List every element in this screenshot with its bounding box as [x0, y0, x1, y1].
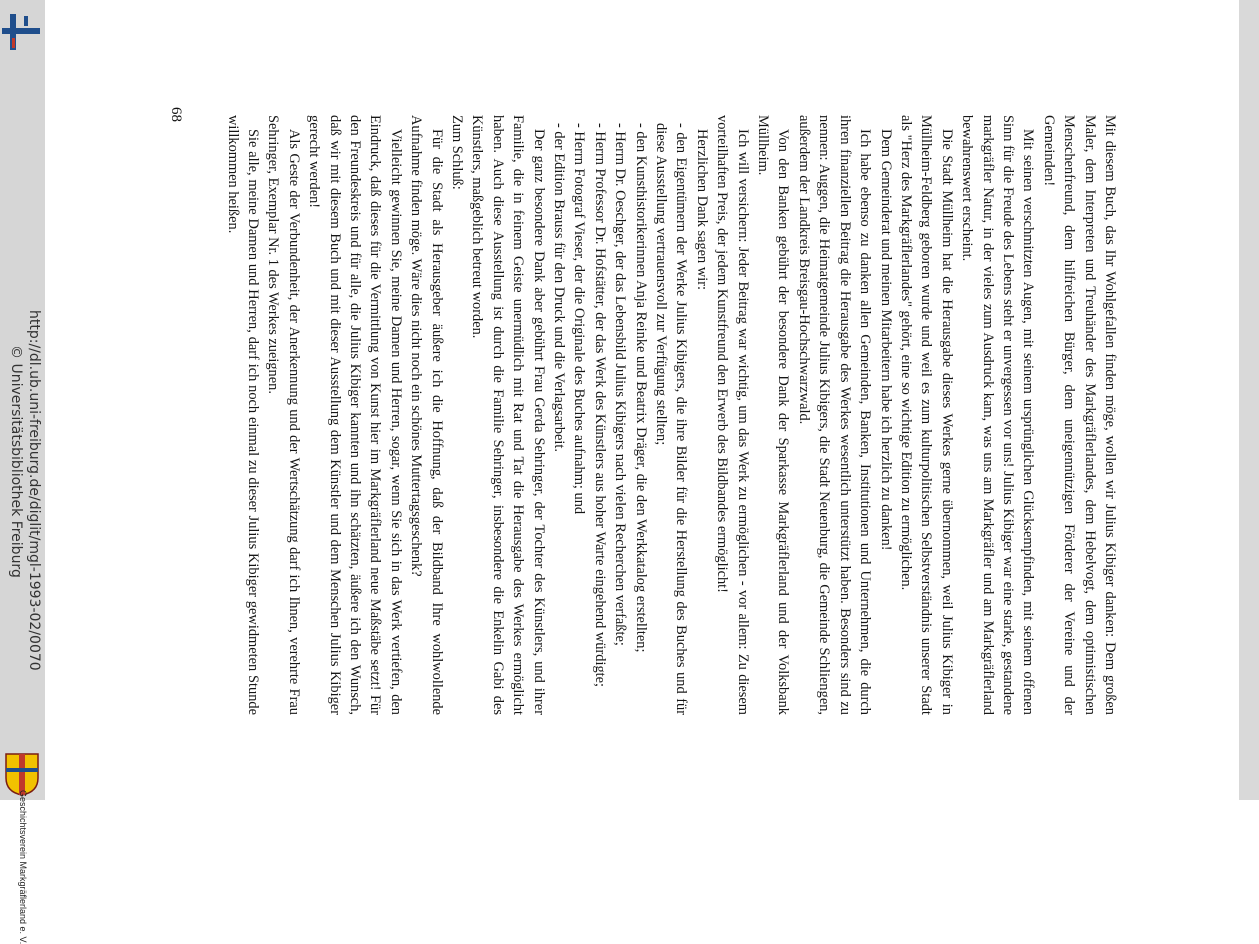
section-heading: Zum Schluß: — [449, 115, 465, 190]
crest-label: Geschichtsverein Markgräflerland e. V. — [18, 790, 28, 944]
body-paragraph: Von den Banken gebührt der besondere Dank der Sparkasse Markgräflerland und der Volksbank Müllheim. — [755, 115, 792, 715]
thanks-list-item: - der Edition Brauss für den Druck und die Verlagsarbeit. — [551, 123, 568, 453]
body-paragraph: Die Stadt Müllheim hat die Herausgabe dieses Werkes gerne übernommen, weil Julius Kibiger in Müllheim-Feldberg geboren wurde und weil es zum kulturpolitischen Selbstverständnis unserer Stadt als "Herz des Markgräflerlandes" gehört, eine so wichtige Edition zu ermöglichen. — [897, 115, 955, 715]
source-url-link[interactable]: http://dl.ub.uni-freiburg.de/diglit/mgl-1993-02/0070 — [26, 310, 42, 671]
thanks-list-item: - den Kunsthistorikerinnen Anja Reinke und Beatrix Dräger, die den Werkkatalog erstellten; — [632, 123, 649, 653]
body-paragraph: Sie alle, meine Damen und Herren, darf ich noch einmal zu dieser Julius Kibiger gewidmeten Stunde willkommen heißen. — [224, 115, 261, 715]
body-paragraph: Vielleicht gewinnen Sie, meine Damen und Herren, sogar, wenn Sie sich in das Werk vertiefen, den Eindruck, daß dieses für die Vermittlung von Kunst hier im Markgräflerland neue Maßstäbe setzt! Für den Freundeskreis und für alle, die Julius Kibiger kannten und ihn schätzten, äußere ich den Wunsch, daß wir mit diesem Buch und mit dieser Ausstellung dem Künstler und dem Menschen Julius Kibiger gerecht werden! — [306, 115, 404, 715]
thanks-list-item: - Herrn Dr. Oeschger, der das Lebensbild Julius Kibigers nach vielen Recherchen verfaßte; — [612, 123, 629, 646]
thanks-list-item: - den Eigentümern der Werke Julius Kibigers, die ihre Bilder für die Herstellung des Buches und für diese Ausstellung vertrauensvoll zur Verfügung stellten; — [653, 123, 690, 715]
body-paragraph: Ich habe ebenso zu danken allen Gemeinden, Banken, Institutionen und Unternehmen, die durch ihren finanziellen Beitrag die Herausgabe des Werkes wesentlich unterstützt haben. Besonders sind zu nennen: Auggen, die Heimatgemeinde Julius Kibigers, die Stadt Neuenburg, die Gemeinde Schliengen, außerdem der Landkreis Breisgau-Hochschwarzwald. — [795, 115, 874, 715]
document-page-text — [224, 115, 1120, 715]
body-paragraph: Für die Stadt als Herausgeber äußere ich die Hoffnung, daß der Bildband Ihre wohlwollende Aufnahme finden möge. Wäre dies nicht noch ein schönes Muttertagsgeschenk? — [408, 115, 445, 715]
body-paragraph: Mit seinen verschmitzten Augen, mit seinem ursprünglichen Glücksempfinden, mit seinem offenen Sinn für die Freude des Lebens steht er unvergessen vor uns! Julius Kibiger war eine starke, gestandene markgräfler Natur, in der vieles zum Ausdruck kam, was uns am Markgräfler und am Markgräflerland bewahrenswert erscheint. — [959, 115, 1037, 715]
body-paragraph: Ich will versichern: Jeder Beitrag war wichtig, um das Werk zu ermöglichen - vor allem: Zu diesem vorteilhaften Preis, der jedem Kunstfreund den Erwerb des Bildbandes ermöglicht! — [714, 115, 751, 715]
copyright-notice: © Universitätsbibliothek Freiburg — [8, 345, 24, 578]
body-paragraph: Als Geste der Verbundenheit, der Anerkennung und der Wertschätzung darf ich Ihnen, verehrte Frau Sehringer, Exemplar Nr. 1 des Werkes zueignen. — [265, 115, 302, 715]
thanks-list-item: - Herrn Professor Dr. Hofstätter, der das Werk des Künstlers aus hoher Warte eingehend würdigte; — [591, 123, 608, 688]
body-paragraph: Dem Gemeinderat und meinen Mitarbeitern habe ich herzlich zu danken! — [877, 129, 894, 551]
body-paragraph: Mit diesem Buch, das Ihr Wohlgefallen finden möge, wollen wir Julius Kibiger danken: Dem großen Maler, dem Interpreten und Treuhänder des Markgräflerlandes, dem Hebelvogt, dem optimistischen Menschenfreund, dem hilfreichen Bürger, dem uneigennützigen Förderer der Vereine und der Gemeinden! — [1040, 115, 1118, 715]
thanks-list-item: - Herrn Fotograf Vieser, der die Originale des Buches aufnahm; und — [571, 123, 588, 515]
body-paragraph: Herzlichen Dank sagen wir: — [693, 129, 710, 291]
library-logo-icon — [2, 12, 40, 52]
body-paragraph: Der ganz besondere Dank aber gebührt Frau Gerda Sehringer, der Tochter des Künstlers, und ihrer Familie, die in feinem Geiste unermüdlich mit Rat und Tat die Herausgabe des Werkes ermöglicht haben. Auch diese Ausstellung ist durch die Familie Sehringer, insbesondere die Enkelin Gabi des Künstlers, maßgeblich betreut worden. — [469, 115, 547, 715]
page-number: 68 — [168, 107, 184, 122]
viewer-right-strip — [1239, 0, 1259, 800]
